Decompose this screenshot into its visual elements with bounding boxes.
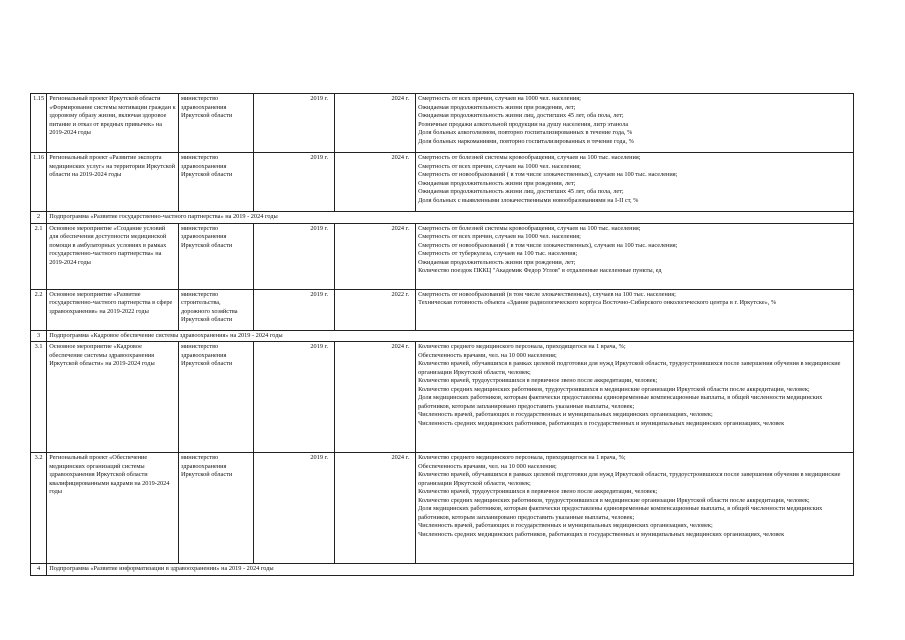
responsible-line: здравоохранения — [180, 351, 227, 359]
indicator-line: Доля медицинских работников, которым фактически предоставлены единовременные компенсационные выплаты, в общей численности медицинских работников, которым запланировано предоставить указанные выплаты, человек; — [418, 394, 823, 410]
responsible-executor — [178, 289, 253, 330]
indicator-line: Техническая готовность объекта «Здание радиологического корпуса Восточно-Сибирского онкологического центра в г. Иркутске», % — [418, 299, 777, 306]
indicator-line: Численность средних медицинских работников, работающих в государственных и муниципальных медицинских организациях, человек — [418, 419, 785, 427]
indicator-line: Количество врачей, обучавшихся в рамках целевой подготовки для нужд Иркутской области, трудоустроившихся после завершения обучения в медицинские организации Иркутской области, человек; — [418, 360, 841, 376]
indicators-cell — [416, 342, 854, 453]
responsible-line: министерство — [180, 454, 219, 461]
table-row — [31, 223, 854, 289]
indicators-cell — [416, 94, 854, 153]
end-year: 2024 г. — [335, 342, 416, 453]
indicator-line: Количество средних медицинских работников, трудоустроившихся в медицинские организации Иркутской области после аккредитации, человек; — [418, 496, 810, 504]
row-number: 1.16 — [31, 153, 47, 212]
responsible-line: Иркутской области — [180, 360, 233, 367]
end-year: 2022 г. — [335, 289, 416, 330]
indicator-line: Количество врачей, трудоустроившихся в первичное звено после аккредитации, человек; — [418, 488, 658, 495]
indicator-line: Ожидаемая продолжительность жизни лиц, достигших 45 лет, оба пола, лет; — [418, 112, 624, 119]
row-number: 2 — [31, 212, 47, 224]
indicator-line: Розничные продажи алкогольной продукции на душу населения, литр этанола — [418, 120, 629, 128]
indicator-line: Обеспеченность врачами, чел. на 10 000 населения; — [418, 351, 557, 359]
end-year: 2024 г. — [335, 153, 416, 212]
row-number: 4 — [31, 564, 47, 576]
responsible-line: здравоохранения — [180, 103, 227, 111]
indicator-line: Смертность от туберкулеза, случаев на 100 тыс. населения; — [418, 250, 578, 257]
indicator-line: Количество врачей, обучавшихся в рамках целевой подготовки для нужд Иркутской области, трудоустроившихся после завершения обучения в медицинские организации Иркутской области, человек; — [418, 471, 841, 487]
responsible-line: Иркутской области — [180, 112, 233, 119]
responsible-executor — [178, 153, 253, 212]
table-row — [31, 94, 854, 153]
subprogram-row — [31, 564, 854, 576]
indicator-line: Численность средних медицинских работников, работающих в государственных и муниципальных медицинских организациях, человек — [418, 530, 785, 538]
indicator-line: Количество среднего медицинского персонала, приходящегося на 1 врача, %; — [418, 343, 626, 350]
start-year: 2019 г. — [253, 94, 334, 153]
indicator-line: Смертность от новообразований (в том числе злокачественных), случаев на 100 тыс. населения; — [418, 290, 676, 298]
measure-name: Региональный проект Иркутской области «Формирование системы мотивации граждан к здоровому образу жизни, включая здоровое питание и отказ от вредных привычек» на 2019-2024 годы — [47, 94, 179, 153]
indicator-line: Ожидаемая продолжительность жизни лиц, достигших 45 лет, оба пола, лет; — [418, 188, 624, 195]
table-row — [31, 453, 854, 564]
indicator-line: Смертность от новообразований ( в том числе злокачественных), случаев на 100 тыс. населения; — [418, 171, 678, 178]
indicators-cell — [416, 453, 854, 564]
start-year: 2019 г. — [253, 153, 334, 212]
responsible-executor — [178, 223, 253, 289]
indicators-cell — [416, 153, 854, 212]
start-year: 2019 г. — [253, 453, 334, 564]
indicator-line: Смертность от всех причин, случаев на 1000 чел. населения; — [418, 95, 581, 102]
table-row — [31, 153, 854, 212]
end-year: 2024 г. — [335, 223, 416, 289]
responsible-line: министерство — [180, 154, 219, 161]
indicator-line: Количество поездок ПККЦ "Академик Федор Углов" в отдаленные населенные пункты, ед — [418, 267, 662, 274]
responsible-executor — [178, 342, 253, 453]
indicator-line: Смертность от всех причин, случаев на 1000 чел. населения; — [418, 162, 581, 170]
indicator-line: Ожидаемая продолжительность жизни при рождении, лет; — [418, 179, 576, 187]
indicator-line: Ожидаемая продолжительность жизни при рождении, лет; — [418, 103, 576, 111]
responsible-line: здравоохранения — [180, 162, 227, 170]
table-row — [31, 289, 854, 330]
start-year: 2019 г. — [253, 223, 334, 289]
responsible-line: Иркутской области — [180, 171, 233, 178]
responsible-line: Иркутской области — [180, 241, 233, 249]
table-body — [31, 94, 854, 576]
indicator-line: Количество средних медицинских работников, трудоустроившихся в медицинские организации Иркутской области после аккредитации, человек; — [418, 385, 810, 393]
indicator-line: Смертность от всех причин, случаев на 1000 чел. населения; — [418, 233, 581, 240]
indicator-line: Смертность от новообразований ( в том числе злокачественных), случаев на 100 тыс. населения; — [418, 241, 678, 249]
indicator-line: Численность врачей, работающих в государственных и муниципальных медицинских организациях, человек; — [418, 411, 713, 418]
responsible-line: министерство — [180, 224, 219, 232]
indicator-line: Численность врачей, работающих в государственных и муниципальных медицинских организациях, человек; — [418, 522, 713, 529]
responsible-line: министерство — [180, 343, 219, 350]
responsible-line: министерство — [180, 290, 219, 298]
indicator-line: Количество среднего медицинского персонала, приходящегося на 1 врача, %; — [418, 454, 626, 461]
end-year: 2024 г. — [335, 453, 416, 564]
responsible-line: здравоохранения — [180, 233, 227, 240]
indicator-line: Смертность от болезней системы кровообращения, случаев на 100 тыс. населения; — [418, 224, 641, 232]
end-year: 2024 г. — [335, 94, 416, 153]
responsible-line: дорожного хозяйства — [180, 307, 238, 315]
measure-name: Региональный проект «Обеспечение медицинских организаций системы здравоохранения Иркутской области квалифицированными кадрами на 2019-2024 годы — [47, 453, 179, 564]
row-number: 1.15 — [31, 94, 47, 153]
responsible-executor — [178, 94, 253, 153]
row-number: 3.2 — [31, 453, 47, 564]
row-number: 2.1 — [31, 223, 47, 289]
measure-name: Основное мероприятие «Развитие государственно-частного партнерства в сфере здравоохранения» на 2019-2022 годы — [47, 289, 179, 330]
indicator-line: Ожидаемая продолжительность жизни при рождении, лет; — [418, 258, 576, 266]
measure-name: Основное мероприятие «Кадровое обеспечение системы здравоохранения Иркутской области» на 2019-2024 годы — [47, 342, 179, 453]
subprogram-title: Подпрограмма «Развитие информатизации в здравоохранении» на 2019 - 2024 годы — [47, 564, 854, 576]
responsible-line: здравоохранения — [180, 462, 227, 470]
indicator-line: Обеспеченность врачами, чел. на 10 000 населения; — [418, 462, 557, 470]
start-year: 2019 г. — [253, 289, 334, 330]
subprogram-title: Подпрограмма «Развитие государственно-частного партнерства» на 2019 - 2024 годы — [47, 212, 854, 224]
responsible-line: строительства, — [180, 299, 221, 306]
responsible-line: министерство — [180, 95, 219, 102]
row-number: 3 — [31, 330, 47, 342]
indicator-line: Доля больных с выявленными злокачественными новообразованиями на I-II ст, % — [418, 196, 639, 204]
program-table — [30, 93, 854, 576]
measure-name: Основное мероприятие «Создание условий для обеспечения доступности медицинской помощи в амбулаторных условиях в рамках государственно-частного партнерства» на 2019-2024 годы — [47, 223, 179, 289]
subprogram-row — [31, 330, 854, 342]
subprogram-title: Подпрограмма «Кадровое обеспечение системы здравоохранения» на 2019 - 2024 годы — [47, 330, 854, 342]
responsible-line: Иркутской области — [180, 471, 233, 478]
row-number: 2.2 — [31, 289, 47, 330]
indicators-cell — [416, 223, 854, 289]
measure-name: Региональный проект «Развитие экспорта медицинских услуг» на территории Иркутской области на 2019-2024 годы — [47, 153, 179, 212]
table-row — [31, 342, 854, 453]
responsible-line: Иркутской области — [180, 316, 233, 323]
row-number: 3.1 — [31, 342, 47, 453]
indicator-line: Доля больных алкоголизмом, повторно госпитализированных в течение года, % — [418, 129, 633, 136]
indicator-line: Количество врачей, трудоустроившихся в первичное звено после аккредитации, человек; — [418, 377, 658, 384]
responsible-executor — [178, 453, 253, 564]
indicator-line: Доля медицинских работников, которым фактически предоставлены единовременные компенсационные выплаты, в общей численности медицинских работников, которым запланировано предоставить указанные выплаты, человек; — [418, 505, 823, 521]
indicators-cell — [416, 289, 854, 330]
indicator-line: Смертность от болезней системы кровообращения, случаев на 100 тыс. населения; — [418, 154, 641, 161]
indicator-line: Доля больных наркоманиями, повторно госпитализированных в течение года, % — [418, 137, 634, 145]
subprogram-row — [31, 212, 854, 224]
start-year: 2019 г. — [253, 342, 334, 453]
